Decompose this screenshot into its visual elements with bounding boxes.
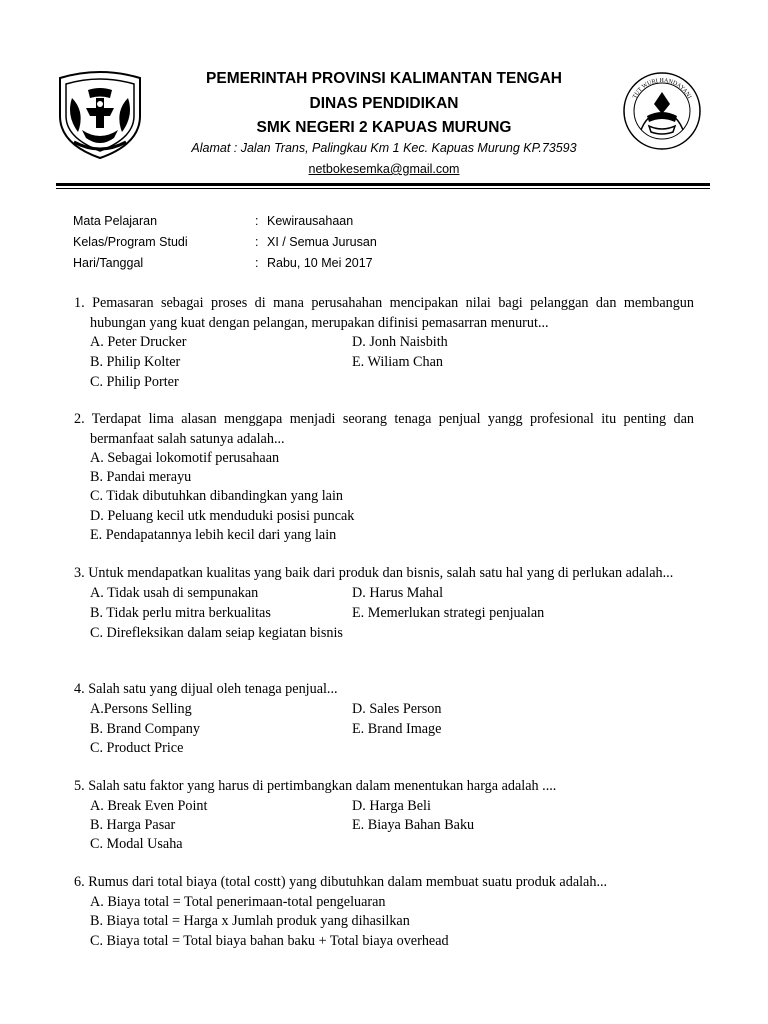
- option-e: E. Biaya Bahan Baku: [352, 816, 475, 833]
- header-divider-thick: [56, 183, 710, 186]
- header-school: SMK NEGERI 2 KAPUAS MURUNG: [256, 119, 512, 136]
- option-e: E. Brand Image: [352, 720, 442, 737]
- logo-motto-text: TUT WURI HANDAYANI: [632, 77, 692, 100]
- option-b: B. Biaya total = Harga x Jumlah produk yang dihasilkan: [90, 912, 410, 929]
- option-d: D. Sales Person: [352, 700, 442, 717]
- option-e: E. Wiliam Chan: [352, 354, 443, 370]
- header-government: PEMERINTAH PROVINSI KALIMANTAN TENGAH: [206, 70, 562, 87]
- header-address: Alamat : Jalan Trans, Palingkau Km 1 Kec. Kapuas Murung KP.73593: [191, 141, 577, 155]
- option-d: D. Jonh Naisbith: [352, 334, 448, 350]
- question-options: [90, 893, 694, 953]
- option-c: C. Modal Usaha: [90, 835, 183, 852]
- question-5: [74, 777, 694, 857]
- option-c: C. Biaya total = Total biaya bahan baku + Total biaya overhead: [90, 932, 449, 949]
- meta-value: XI / Semua Jurusan: [267, 235, 377, 249]
- question-options: [90, 700, 694, 760]
- question-stem: 2. Terdapat lima alasan menggapa menjadi seorang tenaga penjual yangg profesional itu penting dan bermanfaat salah satunya adalah...: [74, 411, 694, 447]
- question-options: [90, 449, 694, 547]
- meta-colon: :: [255, 235, 259, 249]
- meta-label: Hari/Tanggal: [73, 256, 144, 270]
- option-a: A.Persons Selling: [90, 700, 192, 717]
- option-c: C. Direfleksikan dalam seiap kegiatan bisnis: [90, 624, 343, 641]
- option-b: B. Pandai merayu: [90, 469, 192, 485]
- option-a: A. Break Even Point: [90, 797, 208, 814]
- question-6: [74, 873, 694, 953]
- option-b: B. Brand Company: [90, 720, 200, 737]
- header-department: DINAS PENDIDIKAN: [309, 95, 459, 112]
- option-c: C. Tidak dibutuhkan dibandingkan yang lain: [90, 488, 343, 504]
- header-divider-thin: [56, 188, 710, 189]
- option-c: C. Philip Porter: [90, 374, 179, 390]
- meta-label: Kelas/Program Studi: [73, 235, 188, 249]
- option-e: E. Pendapatannya lebih kecil dari yang lain: [90, 527, 337, 543]
- option-e: E. Memerlukan strategi penjualan: [352, 604, 545, 621]
- option-b: B. Tidak perlu mitra berkualitas: [90, 604, 271, 621]
- meta-value: Kewirausahaan: [267, 214, 354, 228]
- question-2: [74, 410, 694, 547]
- question-options: [90, 797, 694, 857]
- option-a: A. Sebagai lokomotif perusahaan: [90, 450, 280, 466]
- meta-colon: :: [255, 214, 259, 228]
- question-stem: 3. Untuk mendapatkan kualitas yang baik dari produk dan bisnis, salah satu hal yang di perlukan adalah...: [74, 565, 674, 581]
- question-options: [90, 584, 694, 644]
- question-stem: 4. Salah satu yang dijual oleh tenaga penjual...: [74, 681, 338, 697]
- option-b: B. Harga Pasar: [90, 816, 176, 833]
- option-d: D. Harus Mahal: [352, 584, 444, 601]
- option-d: D. Harga Beli: [352, 797, 431, 814]
- option-a: A. Tidak usah di sempunakan: [90, 584, 259, 601]
- question-4: [74, 680, 694, 760]
- option-c: C. Product Price: [90, 739, 184, 756]
- option-b: B. Philip Kolter: [90, 354, 181, 370]
- question-options: [90, 333, 694, 393]
- question-stem: 6. Rumus dari total biaya (total costt) yang dibutuhkan dalam membuat suatu produk adalah...: [74, 874, 608, 890]
- meta-colon: :: [255, 256, 259, 270]
- meta-label: Mata Pelajaran: [73, 214, 158, 228]
- option-a: A. Peter Drucker: [90, 334, 187, 350]
- question-3: [74, 564, 694, 644]
- meta-value: Rabu, 10 Mei 2017: [267, 256, 373, 270]
- option-a: A. Biaya total = Total penerimaan-total pengeluaran: [90, 893, 386, 910]
- option-d: D. Peluang kecil utk menduduki posisi puncak: [90, 508, 355, 524]
- header-email-line: [0, 162, 768, 176]
- header-email-link[interactable]: netbokesemka@gmail.com: [308, 162, 460, 176]
- question-stem: 1. Pemasaran sebagai proses di mana perusahahan mencipakan nilai bagi pelanggan dan membangun hubungan yang kuat dengan pelangan, merupakan difinisi pemasarran menurut...: [74, 295, 694, 331]
- question-1: [74, 294, 694, 393]
- question-stem: 5. Salah satu faktor yang harus di pertimbangkan dalam menentukan harga adalah ....: [74, 778, 557, 794]
